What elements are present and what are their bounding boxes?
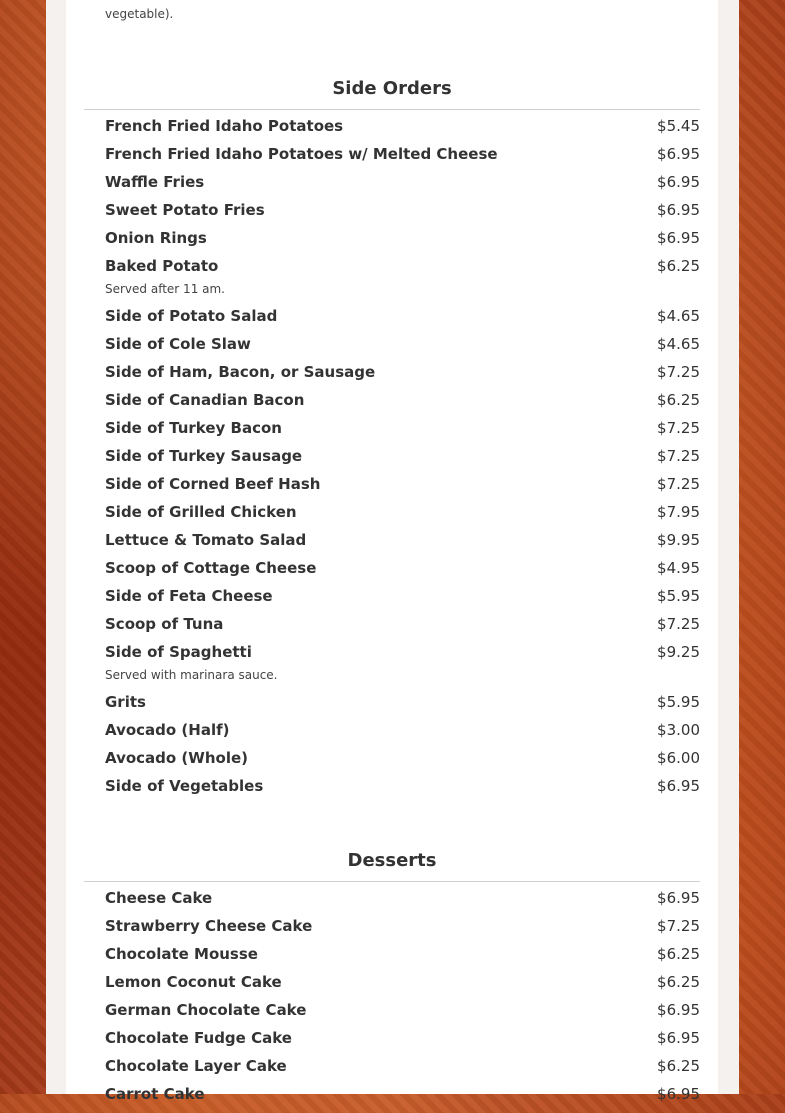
menu-item-price: $6.95 bbox=[657, 201, 700, 219]
menu-item-price: $6.25 bbox=[657, 945, 700, 963]
menu-item-name: Avocado (Whole) bbox=[105, 749, 248, 767]
menu-item-name: Carrot Cake bbox=[105, 1085, 205, 1103]
menu-item-price: $6.95 bbox=[657, 889, 700, 907]
menu-item bbox=[105, 693, 700, 721]
menu-item bbox=[105, 363, 700, 391]
menu-item bbox=[105, 307, 700, 335]
menu-item-name: French Fried Idaho Potatoes w/ Melted Cheese bbox=[105, 145, 498, 163]
menu-item bbox=[105, 173, 700, 201]
menu-item-name: Side of Feta Cheese bbox=[105, 587, 273, 605]
menu-item-price: $4.95 bbox=[657, 559, 700, 577]
menu-item-price: $6.25 bbox=[657, 257, 700, 275]
menu-item bbox=[105, 117, 700, 145]
menu-item-name: Side of Corned Beef Hash bbox=[105, 475, 321, 493]
menu-item-price: $6.95 bbox=[657, 173, 700, 191]
menu-item bbox=[105, 419, 700, 447]
section-title-side-orders: Side Orders bbox=[332, 78, 452, 99]
menu-item-name: Baked Potato bbox=[105, 257, 219, 275]
menu-item-name: Strawberry Cheese Cake bbox=[105, 917, 313, 935]
menu-item bbox=[105, 335, 700, 363]
menu-item bbox=[105, 587, 700, 615]
menu-item-name: Side of Canadian Bacon bbox=[105, 391, 305, 409]
menu-item-name: Waffle Fries bbox=[105, 173, 205, 191]
menu-item-price: $7.25 bbox=[657, 917, 700, 935]
menu-item bbox=[105, 257, 700, 307]
menu-item bbox=[105, 201, 700, 229]
menu-item-name: Sweet Potato Fries bbox=[105, 201, 265, 219]
menu-item-name: Chocolate Mousse bbox=[105, 945, 258, 963]
menu-item bbox=[105, 1057, 700, 1085]
menu-item-price: $6.95 bbox=[657, 145, 700, 163]
menu-item bbox=[105, 945, 700, 973]
menu-item-price: $6.95 bbox=[657, 1085, 700, 1103]
menu-item-price: $7.25 bbox=[657, 447, 700, 465]
menu-item-name: Scoop of Cottage Cheese bbox=[105, 559, 317, 577]
menu-item-price: $4.65 bbox=[657, 307, 700, 325]
menu-item bbox=[105, 145, 700, 173]
menu-item bbox=[105, 1029, 700, 1057]
menu-item-name: Avocado (Half) bbox=[105, 721, 230, 739]
menu-item-price: $9.95 bbox=[657, 531, 700, 549]
menu-item bbox=[105, 749, 700, 777]
menu-item bbox=[105, 447, 700, 475]
menu-item-price: $6.25 bbox=[657, 391, 700, 409]
menu-item-name: Scoop of Tuna bbox=[105, 615, 224, 633]
menu-item bbox=[105, 503, 700, 531]
menu-item-name: Side of Grilled Chicken bbox=[105, 503, 297, 521]
menu-item-name: Side of Ham, Bacon, or Sausage bbox=[105, 363, 376, 381]
menu-item-price: $6.95 bbox=[657, 1029, 700, 1047]
desserts-list bbox=[105, 889, 700, 1113]
menu-item-price: $7.25 bbox=[657, 363, 700, 381]
menu-item-name: German Chocolate Cake bbox=[105, 1001, 307, 1019]
menu-item bbox=[105, 615, 700, 643]
menu-item-name: French Fried Idaho Potatoes bbox=[105, 117, 344, 135]
menu-item bbox=[105, 917, 700, 945]
menu-item-price: $4.65 bbox=[657, 335, 700, 353]
menu-item-name: Side of Vegetables bbox=[105, 777, 264, 795]
section-divider bbox=[84, 109, 700, 110]
menu-item bbox=[105, 475, 700, 503]
menu-item-price: $6.95 bbox=[657, 777, 700, 795]
menu-item bbox=[105, 391, 700, 419]
menu-item-price: $7.25 bbox=[657, 475, 700, 493]
section-title-desserts: Desserts bbox=[347, 850, 437, 871]
side-orders-list bbox=[105, 117, 700, 805]
menu-item-name: Cheese Cake bbox=[105, 889, 213, 907]
menu-item-price: $5.95 bbox=[657, 587, 700, 605]
menu-item-price: $7.95 bbox=[657, 503, 700, 521]
previous-section-text: vegetable). bbox=[105, 7, 174, 21]
menu-item-price: $6.95 bbox=[657, 1001, 700, 1019]
menu-item-price: $5.45 bbox=[657, 117, 700, 135]
menu-item-price: $6.95 bbox=[657, 229, 700, 247]
menu-item-price: $7.25 bbox=[657, 419, 700, 437]
menu-item-name: Side of Potato Salad bbox=[105, 307, 278, 325]
menu-item bbox=[105, 1001, 700, 1029]
menu-item-name: Chocolate Layer Cake bbox=[105, 1057, 287, 1075]
menu-item-name: Lettuce & Tomato Salad bbox=[105, 531, 307, 549]
menu-item bbox=[105, 777, 700, 805]
menu-item-price: $9.25 bbox=[657, 643, 700, 661]
menu-item-name: Side of Turkey Sausage bbox=[105, 447, 303, 465]
menu-item-name: Side of Cole Slaw bbox=[105, 335, 251, 353]
menu-item-note: Served after 11 am. bbox=[105, 282, 225, 296]
menu-item-price: $5.95 bbox=[657, 693, 700, 711]
menu-item-name: Side of Turkey Bacon bbox=[105, 419, 282, 437]
menu-item-name: Onion Rings bbox=[105, 229, 207, 247]
menu-item-price: $6.25 bbox=[657, 1057, 700, 1075]
menu-item-name: Lemon Coconut Cake bbox=[105, 973, 282, 991]
menu-item-price: $6.00 bbox=[657, 749, 700, 767]
menu-item-name: Chocolate Fudge Cake bbox=[105, 1029, 292, 1047]
menu-item bbox=[105, 973, 700, 1001]
menu-item bbox=[105, 531, 700, 559]
menu-item bbox=[105, 889, 700, 917]
section-divider bbox=[84, 881, 700, 882]
menu-item bbox=[105, 559, 700, 587]
menu-item-name: Grits bbox=[105, 693, 146, 711]
menu-item bbox=[105, 1085, 700, 1113]
menu-item-name: Side of Spaghetti bbox=[105, 643, 252, 661]
menu-item-note: Served with marinara sauce. bbox=[105, 668, 278, 682]
menu-item bbox=[105, 721, 700, 749]
menu-item-price: $3.00 bbox=[657, 721, 700, 739]
menu-item-price: $6.25 bbox=[657, 973, 700, 991]
menu-item bbox=[105, 229, 700, 257]
menu-item-price: $7.25 bbox=[657, 615, 700, 633]
menu-item bbox=[105, 643, 700, 693]
